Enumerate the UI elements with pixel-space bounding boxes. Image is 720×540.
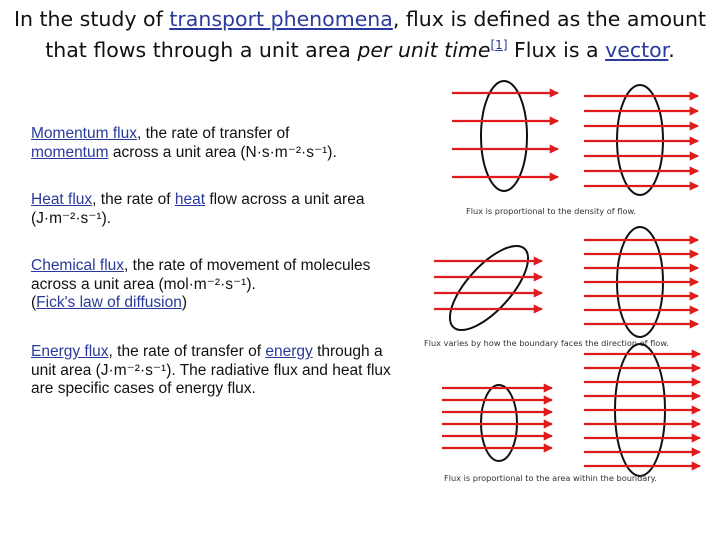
title-line-1 xyxy=(0,6,720,32)
orientation-caption: Flux varies by how the boundary faces the direction of flow. xyxy=(424,338,669,348)
heat-link[interactable]: heat xyxy=(174,191,206,208)
title-text: . xyxy=(668,38,675,62)
paragraph-text: through a unit area (J·m⁻²·s⁻¹). The radiative flux and heat flux are specific cases of energy flux. xyxy=(31,343,391,397)
paragraph-text: across a unit area (N·s·m⁻²·s⁻¹). xyxy=(108,143,337,161)
momentum-flux-paragraph xyxy=(31,125,411,162)
paragraph-text: ( xyxy=(31,294,37,311)
dense-flow xyxy=(584,85,698,195)
ficks-law-link[interactable]: Fick's law of diffusion xyxy=(36,294,182,311)
slide-title xyxy=(0,6,720,63)
area-panel xyxy=(442,344,700,483)
paragraph-text: , the rate of transfer of xyxy=(136,125,290,142)
energy-flux-link[interactable]: Energy flux xyxy=(31,343,109,360)
transport-phenomena-link[interactable]: transport phenomena xyxy=(169,7,393,31)
momentum-flux-link[interactable]: Momentum flux xyxy=(31,125,137,142)
heat-flux-link[interactable]: Heat flux xyxy=(31,191,93,208)
paragraph-text: , the rate of movement of molecules across a unit area (mol·m⁻²·s⁻¹). xyxy=(31,257,371,293)
flux-illustration xyxy=(412,78,712,498)
title-emphasis: per unit time xyxy=(357,38,491,62)
density-panel xyxy=(452,81,698,216)
paragraph-text: flow across a unit area (J·m⁻²·s⁻¹). xyxy=(31,191,365,227)
heat-flux-paragraph xyxy=(31,191,411,228)
boundary-ellipse xyxy=(437,234,541,342)
paragraph-text: , the rate of xyxy=(92,191,175,208)
title-line-2 xyxy=(0,32,720,63)
tilted-boundary xyxy=(434,234,542,342)
energy-link[interactable]: energy xyxy=(265,343,313,360)
boundary-ellipse xyxy=(481,81,527,191)
title-text: , flux is defined as the amount xyxy=(392,7,707,31)
energy-flux-paragraph xyxy=(31,343,411,399)
orientation-panel xyxy=(424,227,698,348)
title-text: that flows through a unit area xyxy=(45,38,358,62)
small-boundary xyxy=(442,385,552,461)
density-caption: Flux is proportional to the density of flow. xyxy=(466,206,636,216)
vector-link[interactable]: vector xyxy=(605,38,669,62)
chemical-flux-link[interactable]: Chemical flux xyxy=(31,257,125,274)
paragraph-text: ) xyxy=(181,294,188,311)
title-text: In the study of xyxy=(13,7,170,31)
facing-boundary xyxy=(584,227,698,337)
reference-link[interactable]: [1] xyxy=(490,38,508,52)
momentum-link[interactable]: momentum xyxy=(31,143,109,161)
sparse-flow xyxy=(452,81,558,191)
chemical-flux-paragraph xyxy=(31,257,411,313)
title-text: Flux is a xyxy=(507,38,606,62)
large-boundary xyxy=(584,344,700,476)
paragraph-text: , the rate of transfer of xyxy=(108,343,266,360)
area-caption: Flux is proportional to the area within the boundary. xyxy=(444,473,657,483)
